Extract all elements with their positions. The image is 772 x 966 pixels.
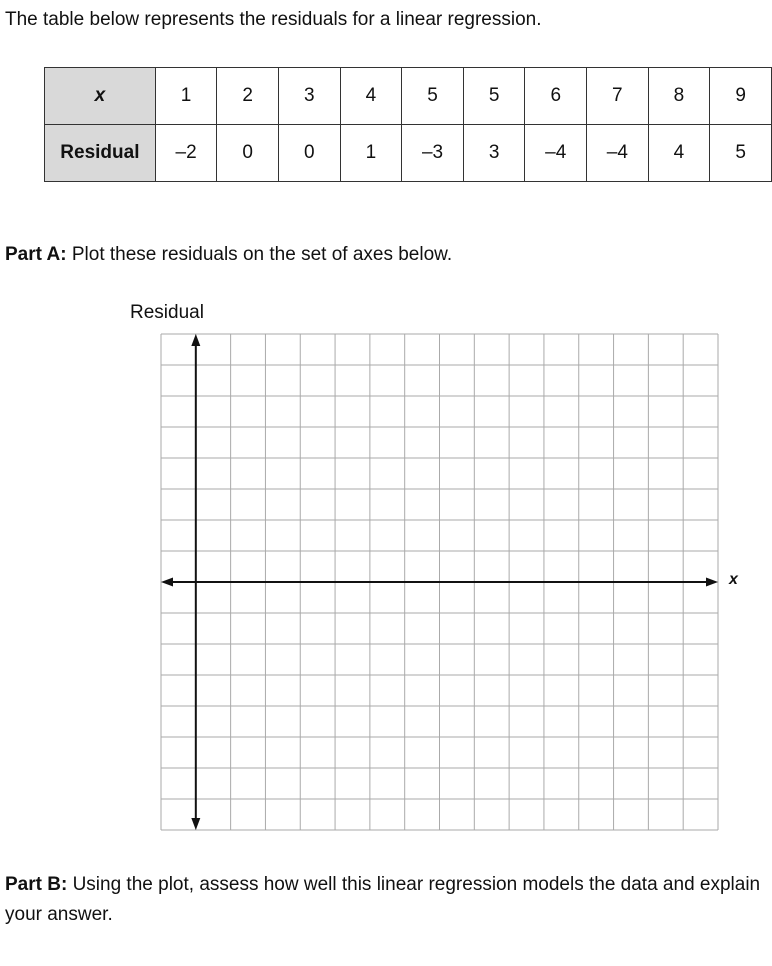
x-axis-arrow-right-icon: [706, 578, 718, 587]
x-cell: 5: [463, 68, 525, 125]
x-axis-label: x: [729, 571, 738, 588]
x-cell: 1: [155, 68, 217, 125]
part-b-text: Using the plot, assess how well this linear regression models the data and explain your answer.: [5, 874, 761, 925]
residual-cell: 1: [340, 125, 402, 182]
x-cell: 2: [217, 68, 279, 125]
y-axis-arrow-up-icon: [191, 334, 200, 346]
x-cell: 5: [402, 68, 464, 125]
part-a-text: Plot these residuals on the set of axes below.: [66, 244, 453, 265]
x-cell: 6: [525, 68, 587, 125]
x-cell: 3: [278, 68, 340, 125]
row-header-x: x: [45, 68, 156, 125]
residual-cell: 5: [710, 125, 772, 182]
residual-cell: 0: [217, 125, 279, 182]
y-axis-arrow-down-icon: [191, 818, 200, 830]
x-cell: 7: [587, 68, 649, 125]
x-cell: 4: [340, 68, 402, 125]
residual-cell: 0: [278, 125, 340, 182]
x-cell: 8: [648, 68, 710, 125]
row-header-residual: Residual: [45, 125, 156, 182]
part-b-label: Part B:: [5, 874, 68, 895]
residual-cell: –4: [525, 125, 587, 182]
residual-cell: –2: [155, 125, 217, 182]
residual-cell: 4: [648, 125, 710, 182]
x-axis-arrow-left-icon: [161, 578, 173, 587]
residual-cell: –3: [402, 125, 464, 182]
part-a-label: Part A:: [5, 244, 67, 265]
residual-cell: 3: [463, 125, 525, 182]
residual-cell: –4: [587, 125, 649, 182]
y-axis-title: Residual: [130, 302, 204, 323]
intro-text: The table below represents the residuals for a linear regression.: [5, 9, 542, 30]
x-cell: 9: [710, 68, 772, 125]
part-b-prompt: [5, 870, 772, 930]
